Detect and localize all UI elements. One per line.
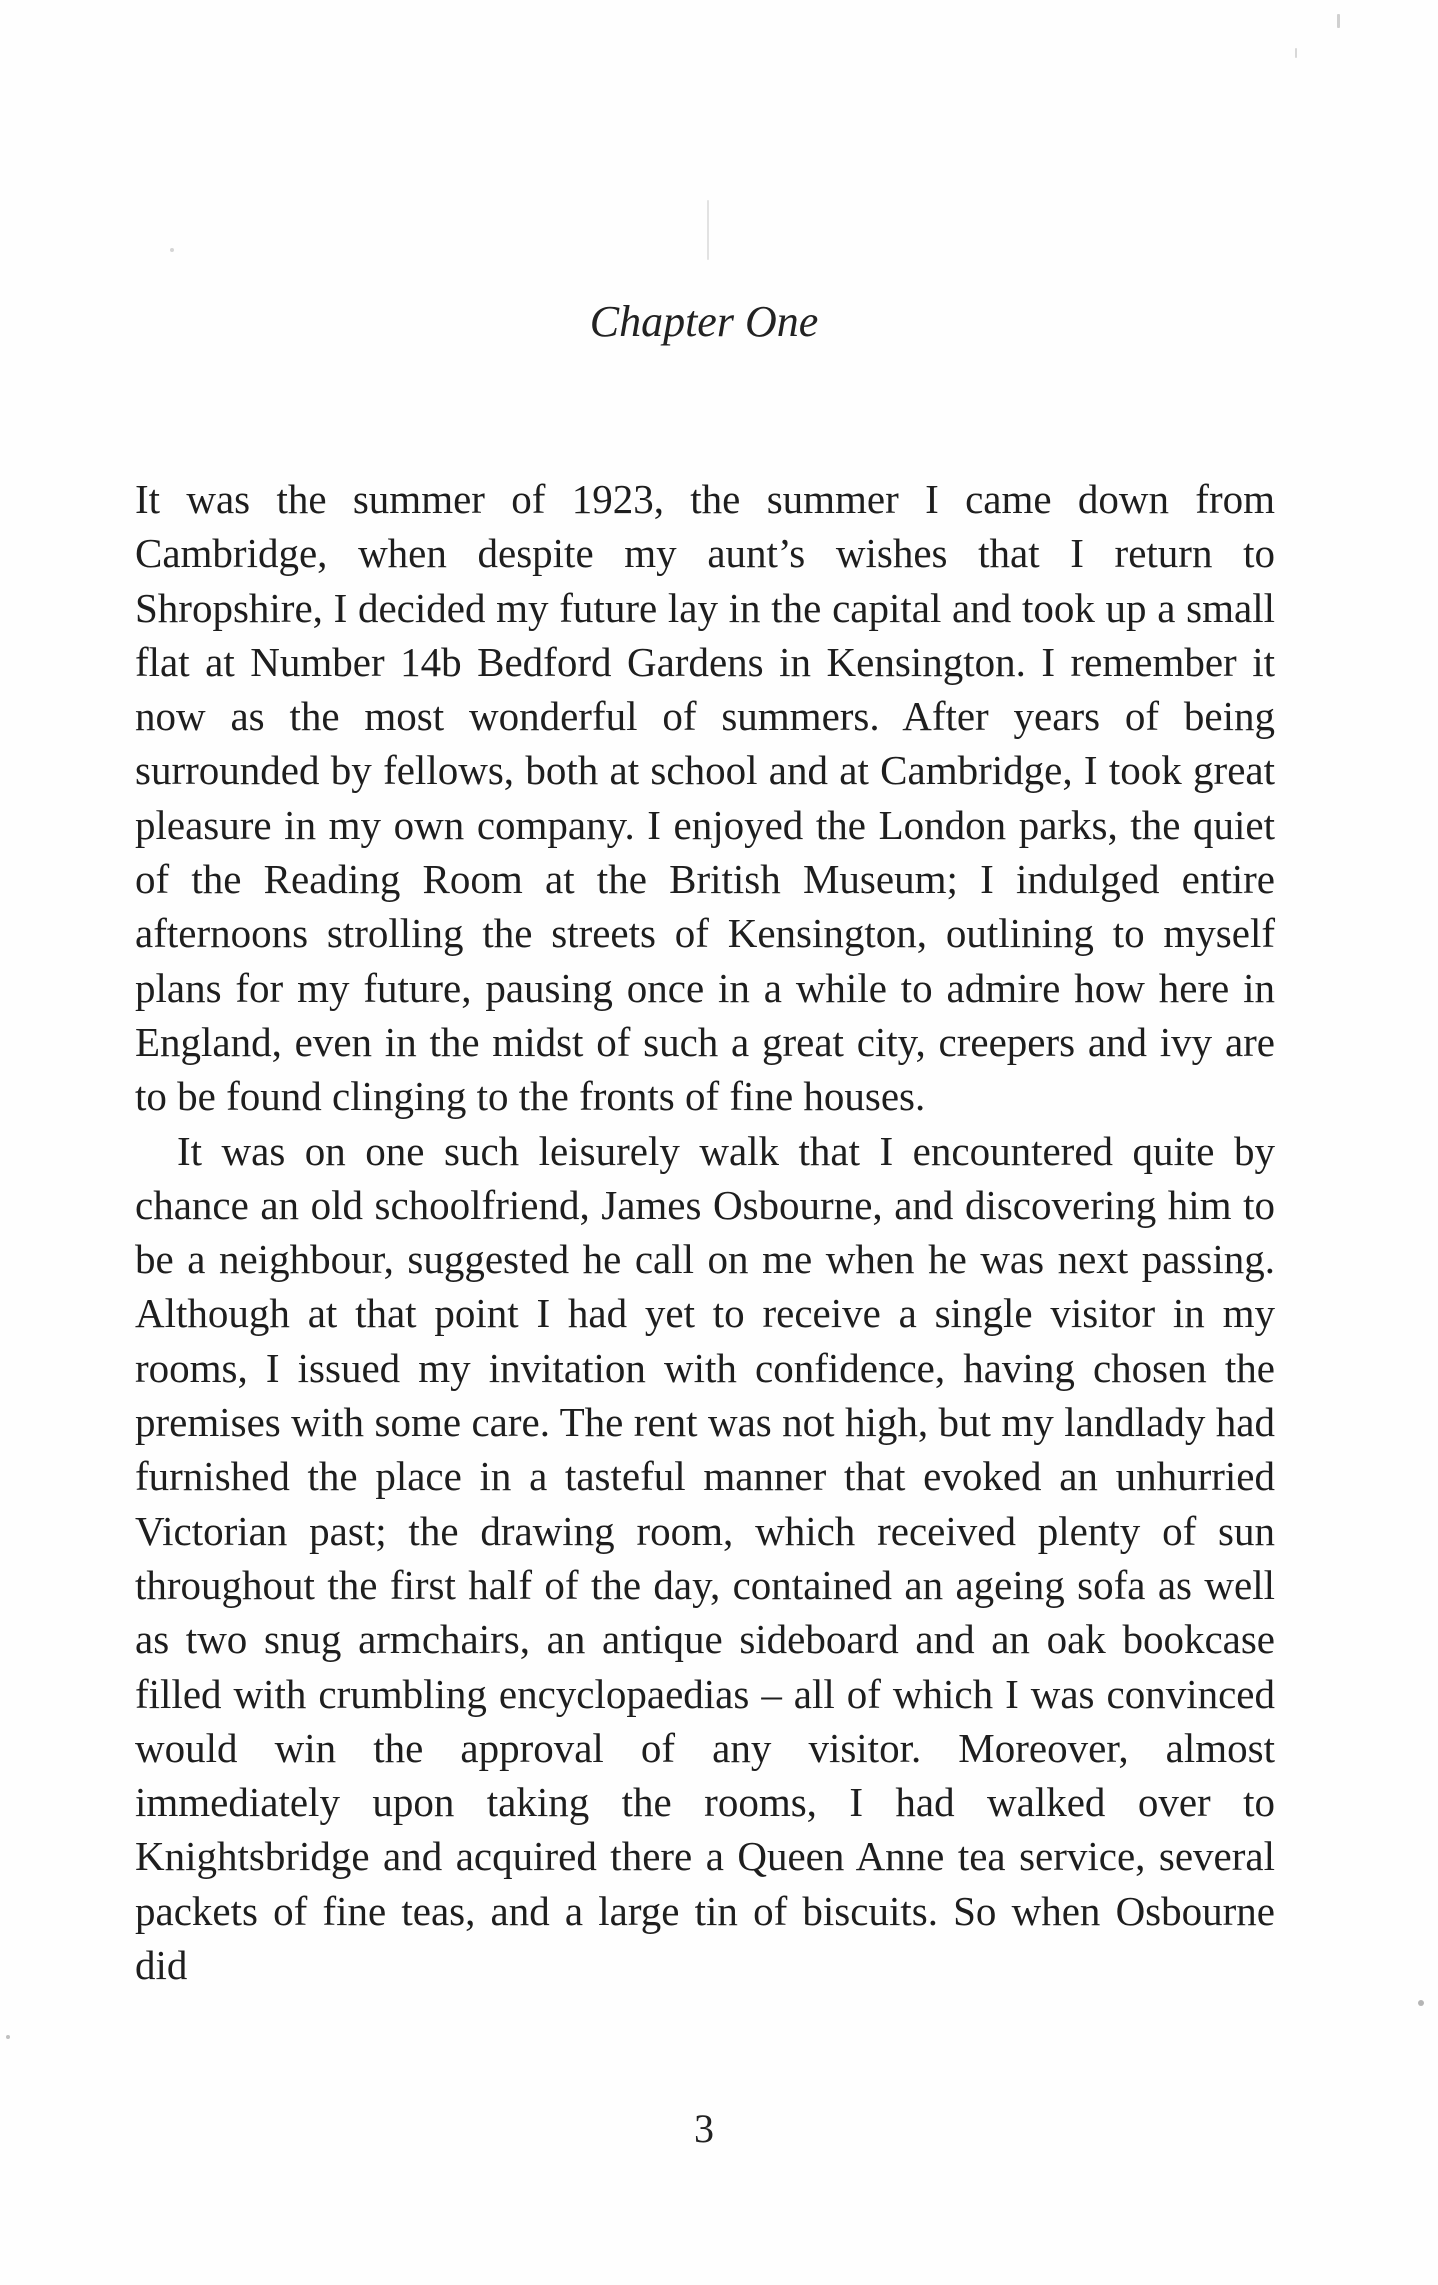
scan-speck: [1418, 2000, 1424, 2006]
chapter-title: Chapter One: [589, 297, 819, 346]
scan-speck: [707, 200, 709, 260]
scan-speck: [170, 248, 174, 252]
scan-speck: [6, 2035, 10, 2039]
page-number: 3: [694, 2106, 714, 2151]
scan-speck: [1295, 48, 1297, 58]
body-text: [135, 472, 1275, 1992]
paragraph: It was on one such leisurely walk that I encountered quite by chance an old schoolfriend, James Osbourne, and discovering him to be a neighbour, suggested he call on me when he was next passing. Although at that point I had yet to receive a single visitor in my rooms, I issued my invitation with confidence, having chosen the premises with some care. The rent was not high, but my landlady had furnished the place in a tasteful manner that evoked an unhurried Victorian past; the drawing room, which received plenty of sun throughout the first half of the day, contained an ageing sofa as well as two snug armchairs, an antique sideboard and an oak bookcase filled with crumbling encyclopaedias – all of which I was convinced would win the approval of any visitor. Moreover, almost immediately upon taking the rooms, I had walked over to Knightsbridge and acquired there a Queen Anne tea service, several packets of fine teas, and a large tin of biscuits. So when Osbourne did: [135, 1127, 1275, 1989]
paragraph: It was the summer of 1923, the summer I came down from Cambridge, when despite my aunt’s wishes that I return to Shropshire, I decided my future lay in the capital and took up a small flat at Number 14b Bedford Gardens in Kensington. I remember it now as the most wonderful of summers. After years of being surrounded by fellows, both at school and at Cambridge, I took great pleasure in my own company. I enjoyed the London parks, the quiet of the Reading Room at the British Museum; I indulged entire afternoons strolling the streets of Kensington, outlining to myself plans for my future, pausing once in a while to admire how here in England, even in the midst of such a great city, creepers and ivy are to be found clinging to the fronts of fine houses.: [135, 476, 1275, 1120]
scan-speck: [1337, 14, 1340, 28]
